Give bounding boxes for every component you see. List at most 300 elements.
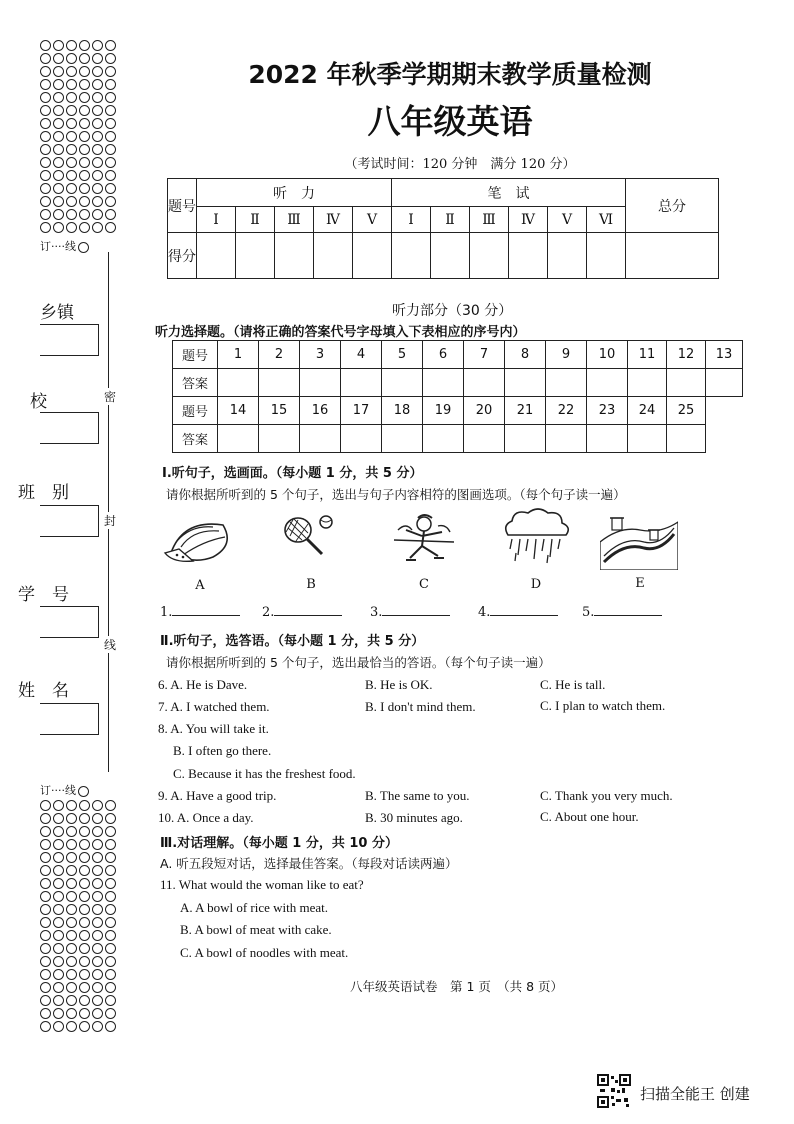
binding-hole	[66, 157, 77, 168]
binding-hole	[66, 1021, 77, 1032]
binding-hole	[105, 826, 116, 837]
q9-option-a[interactable]: 9. A. Have a good trip.	[158, 788, 277, 803]
binding-hole	[79, 196, 90, 207]
field-label-name: 姓 名	[18, 681, 69, 701]
score-cell[interactable]	[197, 233, 236, 279]
binding-hole	[105, 92, 116, 103]
binding-hole	[105, 144, 116, 155]
binding-hole	[40, 222, 51, 233]
answer-cell-17[interactable]	[341, 425, 382, 453]
binding-hole	[53, 1008, 64, 1019]
rain-cloud-icon	[498, 505, 576, 567]
question-number-20: 20	[464, 397, 505, 425]
binding-hole	[79, 118, 90, 129]
binding-hole	[92, 982, 103, 993]
binding-hole	[40, 157, 51, 168]
col-written-3: Ⅲ	[470, 207, 509, 233]
field-label-number: 学 号	[18, 585, 69, 605]
question-number-6: 6	[423, 341, 464, 369]
binding-hole	[79, 969, 90, 980]
question-number-21: 21	[505, 397, 546, 425]
tennis-icon	[280, 512, 340, 557]
binding-hole	[92, 40, 103, 51]
binding-hole	[53, 222, 64, 233]
binding-hole	[53, 1021, 64, 1032]
q11-option-a[interactable]: A. A bowl of rice with meat.	[180, 900, 329, 915]
score-cell[interactable]	[314, 233, 353, 279]
binding-hole	[105, 79, 116, 90]
binding-hole	[79, 904, 90, 915]
binding-hole	[105, 1008, 116, 1019]
answer-cell-10[interactable]	[587, 369, 628, 397]
row-label-q: 题号	[173, 397, 218, 425]
q10-option-c[interactable]: C. About one hour.	[540, 809, 639, 824]
binding-hole	[105, 118, 116, 129]
binding-hole	[105, 943, 116, 954]
binding-hole	[92, 209, 103, 220]
answer-cell-12[interactable]	[667, 369, 706, 397]
binding-hole	[53, 917, 64, 928]
answer-cell-21[interactable]	[505, 425, 546, 453]
answer-blank-5[interactable]: 5.	[582, 603, 662, 620]
binding-hole	[105, 891, 116, 902]
question-number-18: 18	[382, 397, 423, 425]
binding-hole	[66, 982, 77, 993]
binding-hole	[53, 930, 64, 941]
binding-hole	[53, 839, 64, 850]
binding-hole	[79, 183, 90, 194]
cut-label: 订····线	[40, 784, 76, 797]
part2-title: Ⅱ.听句子，选答语。（每小题 1 分，共 5 分）	[160, 634, 425, 649]
col-listening-3: Ⅲ	[275, 207, 314, 233]
binding-hole	[105, 209, 116, 220]
binding-hole	[79, 995, 90, 1006]
question-number-15: 15	[259, 397, 300, 425]
binding-hole	[53, 53, 64, 64]
binding-hole	[92, 79, 103, 90]
answer-cell-3[interactable]	[300, 369, 341, 397]
field-box-number[interactable]	[40, 606, 99, 638]
binding-hole	[79, 53, 90, 64]
binding-hole	[92, 917, 103, 928]
binding-hole	[79, 79, 90, 90]
seal-char-mi: 密	[104, 390, 117, 404]
q9-option-b[interactable]: B. The same to you.	[365, 788, 470, 803]
binding-hole	[105, 1021, 116, 1032]
binding-hole	[53, 969, 64, 980]
q7-option-b[interactable]: B. I don't mind them.	[365, 699, 476, 714]
binding-hole	[79, 826, 90, 837]
answer-cell-18[interactable]	[382, 425, 423, 453]
binding-hole	[66, 66, 77, 77]
row-label-score: 得分	[168, 233, 197, 279]
binding-hole	[53, 852, 64, 863]
binding-hole	[92, 865, 103, 876]
part1-instruction: 请你根据所听到的 5 个句子，选出与句子内容相符的图画选项。（每个句子读一遍）	[166, 487, 626, 502]
row-label-a: 答案	[173, 369, 218, 397]
binding-hole	[53, 891, 64, 902]
binding-hole	[53, 66, 64, 77]
answer-cell-20[interactable]	[464, 425, 505, 453]
binding-hole	[66, 79, 77, 90]
q11-option-b[interactable]: B. A bowl of meat with cake.	[180, 922, 332, 937]
binding-hole	[66, 878, 77, 889]
binding-hole	[40, 1008, 51, 1019]
answer-blank-2[interactable]: 2.	[262, 603, 342, 620]
binding-hole	[40, 53, 51, 64]
seal-char-feng: 封	[104, 514, 117, 528]
q8-option-a[interactable]: 8. A. You will take it.	[158, 721, 269, 736]
q9-option-c[interactable]: C. Thank you very much.	[540, 788, 673, 803]
q6-option-b[interactable]: B. He is OK.	[365, 677, 433, 692]
binding-hole	[79, 66, 90, 77]
binding-hole	[40, 995, 51, 1006]
binding-hole	[40, 917, 51, 928]
q6-option-a[interactable]: 6. A. He is Dave.	[158, 677, 248, 692]
q10-option-b[interactable]: B. 30 minutes ago.	[365, 810, 463, 825]
binding-hole	[92, 839, 103, 850]
binding-hole	[40, 40, 51, 51]
binding-hole	[53, 982, 64, 993]
question-number-9: 9	[546, 341, 587, 369]
score-cell[interactable]	[353, 233, 392, 279]
score-cell[interactable]	[509, 233, 548, 279]
q11-question: 11. What would the woman like to eat?	[160, 877, 364, 892]
binding-hole	[105, 956, 116, 967]
binding-hole	[66, 170, 77, 181]
question-number-2: 2	[259, 341, 300, 369]
binding-hole	[92, 183, 103, 194]
score-table	[167, 178, 719, 279]
binding-hole	[40, 904, 51, 915]
answer-cell-9[interactable]	[546, 369, 587, 397]
col-written-5: Ⅴ	[548, 207, 587, 233]
binding-hole	[40, 209, 51, 220]
answer-cell-13[interactable]	[706, 369, 743, 397]
binding-hole	[53, 800, 64, 811]
binding-hole	[92, 878, 103, 889]
binding-hole	[40, 865, 51, 876]
score-cell[interactable]	[275, 233, 314, 279]
binding-hole	[79, 222, 90, 233]
binding-hole	[105, 800, 116, 811]
binding-hole	[79, 982, 90, 993]
binding-hole	[105, 66, 116, 77]
binding-hole	[66, 53, 77, 64]
exam-meta: （考试时间：120 分钟 满分 120 分）	[344, 157, 576, 172]
binding-hole	[105, 196, 116, 207]
binding-hole	[92, 995, 103, 1006]
binding-hole	[92, 92, 103, 103]
watermelon-icon	[163, 515, 239, 565]
answer-cell-2[interactable]	[259, 369, 300, 397]
dot-grid-top	[40, 40, 116, 233]
row-label-q: 题号	[173, 341, 218, 369]
binding-hole	[66, 209, 77, 220]
col-listening-2: Ⅱ	[236, 207, 275, 233]
score-cell[interactable]	[587, 233, 626, 279]
binding-hole	[66, 813, 77, 824]
binding-hole	[66, 800, 77, 811]
answer-blank-1[interactable]: 1.	[160, 603, 240, 620]
binding-hole	[79, 1008, 90, 1019]
score-cell[interactable]	[431, 233, 470, 279]
binding-hole	[66, 852, 77, 863]
answer-cell-16[interactable]	[300, 425, 341, 453]
question-number-22: 22	[546, 397, 587, 425]
binding-hole	[53, 826, 64, 837]
seal-char-xian: 线	[104, 638, 117, 652]
binding-hole	[105, 839, 116, 850]
binding-hole	[40, 878, 51, 889]
binding-hole	[92, 222, 103, 233]
listening-instruction: 听力选择题。（请将正确的答案代号字母填入下表相应的序号内）	[155, 325, 526, 340]
binding-hole	[79, 92, 90, 103]
page-footer: 八年级英语试卷 第 1 页 （共 8 页）	[350, 979, 564, 994]
answer-cell-14[interactable]	[218, 425, 259, 453]
binding-hole	[105, 878, 116, 889]
answer-cell-6[interactable]	[423, 369, 464, 397]
q7-option-a[interactable]: 7. A. I watched them.	[158, 699, 270, 714]
binding-hole	[66, 105, 77, 116]
binding-hole	[79, 131, 90, 142]
answer-cell-15[interactable]	[259, 425, 300, 453]
binding-hole	[40, 79, 51, 90]
binding-hole	[66, 40, 77, 51]
binding-hole	[53, 157, 64, 168]
binding-hole	[79, 170, 90, 181]
binding-hole	[105, 53, 116, 64]
binding-hole	[40, 969, 51, 980]
binding-hole	[40, 170, 51, 181]
binding-hole	[92, 144, 103, 155]
q7-option-c[interactable]: C. I plan to watch them.	[540, 698, 666, 713]
col-listening-1: Ⅰ	[197, 207, 236, 233]
binding-hole	[79, 956, 90, 967]
binding-hole	[79, 930, 90, 941]
score-cell[interactable]	[236, 233, 275, 279]
binding-hole	[79, 865, 90, 876]
field-box-town[interactable]	[40, 324, 99, 356]
score-cell[interactable]	[392, 233, 431, 279]
total-cell[interactable]	[626, 233, 719, 279]
answer-cell-19[interactable]	[423, 425, 464, 453]
field-box-school[interactable]	[40, 412, 99, 444]
question-number-11: 11	[628, 341, 667, 369]
answer-cell-7[interactable]	[464, 369, 505, 397]
binding-hole	[79, 891, 90, 902]
part1-title: Ⅰ.听句子，选画面。（每小题 1 分，共 5 分）	[162, 466, 423, 481]
field-label-class: 班 别	[18, 483, 69, 503]
binding-hole	[66, 969, 77, 980]
question-number-7: 7	[464, 341, 505, 369]
binding-hole	[40, 930, 51, 941]
binding-hole	[79, 813, 90, 824]
col-written-1: Ⅰ	[392, 207, 431, 233]
binding-hole	[40, 813, 51, 824]
answer-cell-23[interactable]	[587, 425, 628, 453]
binding-hole	[66, 995, 77, 1006]
binding-hole	[66, 144, 77, 155]
binding-hole	[53, 878, 64, 889]
binding-hole	[66, 92, 77, 103]
binding-hole	[40, 66, 51, 77]
binding-hole	[92, 930, 103, 941]
answer-cell-5[interactable]	[382, 369, 423, 397]
binding-hole	[53, 956, 64, 967]
binding-hole	[92, 66, 103, 77]
picture-label-d: D	[530, 577, 542, 592]
binding-hole	[66, 865, 77, 876]
binding-hole	[92, 118, 103, 129]
binding-hole	[105, 170, 116, 181]
q8-option-b[interactable]: B. I often go there.	[173, 743, 272, 758]
binding-hole	[92, 131, 103, 142]
picture-label-c: C	[419, 577, 429, 592]
binding-hole	[40, 982, 51, 993]
picture-label-b: B	[306, 577, 316, 592]
question-number-19: 19	[423, 397, 464, 425]
answer-cell-11[interactable]	[628, 369, 667, 397]
ring-icon	[78, 786, 89, 797]
score-cell[interactable]	[548, 233, 587, 279]
row-label-a: 答案	[173, 425, 218, 453]
binding-hole	[105, 105, 116, 116]
binding-hole	[105, 157, 116, 168]
binding-hole	[92, 956, 103, 967]
binding-hole	[40, 826, 51, 837]
binding-hole	[92, 813, 103, 824]
field-box-name[interactable]	[40, 703, 99, 735]
binding-hole	[105, 904, 116, 915]
binding-hole	[66, 930, 77, 941]
binding-hole	[105, 982, 116, 993]
group-listening: 听 力	[197, 179, 392, 207]
binding-hole	[92, 904, 103, 915]
binding-hole	[105, 40, 116, 51]
binding-hole	[53, 118, 64, 129]
binding-hole	[79, 943, 90, 954]
question-number-12: 12	[667, 341, 706, 369]
question-number-13: 13	[706, 341, 743, 369]
binding-hole	[66, 196, 77, 207]
answer-cell-1[interactable]	[218, 369, 259, 397]
binding-hole	[66, 131, 77, 142]
great-wall-icon	[600, 512, 678, 570]
binding-hole	[105, 995, 116, 1006]
binding-hole	[66, 943, 77, 954]
binding-hole	[105, 813, 116, 824]
skater-icon	[388, 512, 460, 570]
question-number-10: 10	[587, 341, 628, 369]
cut-label: 订····线	[40, 240, 76, 253]
binding-hole	[66, 1008, 77, 1019]
answer-cell-8[interactable]	[505, 369, 546, 397]
binding-hole	[40, 800, 51, 811]
binding-hole	[40, 105, 51, 116]
q6-option-c[interactable]: C. He is tall.	[540, 677, 606, 692]
binding-hole	[40, 183, 51, 194]
binding-hole	[79, 839, 90, 850]
binding-hole	[92, 943, 103, 954]
question-number-4: 4	[341, 341, 382, 369]
binding-hole	[92, 969, 103, 980]
field-label-school: 校	[30, 392, 64, 412]
binding-hole	[66, 917, 77, 928]
binding-hole	[105, 917, 116, 928]
question-number-23: 23	[587, 397, 628, 425]
binding-hole	[53, 131, 64, 142]
answer-blank-3[interactable]: 3.	[370, 603, 450, 620]
binding-hole	[53, 144, 64, 155]
part3-subtitle: A. 听五段短对话，选择最佳答案。（每段对话读两遍）	[160, 856, 458, 871]
score-cell[interactable]	[470, 233, 509, 279]
binding-hole	[92, 53, 103, 64]
binding-hole	[53, 813, 64, 824]
binding-hole	[40, 131, 51, 142]
question-number-1: 1	[218, 341, 259, 369]
col-listening-4: Ⅳ	[314, 207, 353, 233]
binding-hole	[53, 40, 64, 51]
col-written-2: Ⅱ	[431, 207, 470, 233]
binding-hole	[66, 891, 77, 902]
binding-hole	[53, 943, 64, 954]
binding-hole	[66, 956, 77, 967]
binding-hole	[79, 917, 90, 928]
answer-cell-22[interactable]	[546, 425, 587, 453]
binding-hole	[40, 92, 51, 103]
binding-hole	[53, 209, 64, 220]
field-box-class[interactable]	[40, 505, 99, 537]
binding-hole	[66, 826, 77, 837]
cut-line-top	[40, 238, 89, 254]
q11-option-c[interactable]: C. A bowl of noodles with meat.	[180, 945, 349, 960]
question-number-24: 24	[628, 397, 667, 425]
binding-hole	[92, 170, 103, 181]
binding-hole	[92, 852, 103, 863]
binding-hole	[40, 196, 51, 207]
question-number-16: 16	[300, 397, 341, 425]
question-number-8: 8	[505, 341, 546, 369]
binding-hole	[53, 995, 64, 1006]
binding-hole	[105, 131, 116, 142]
binding-hole	[92, 1008, 103, 1019]
answer-table	[172, 340, 743, 453]
answer-cell-4[interactable]	[341, 369, 382, 397]
binding-hole	[53, 92, 64, 103]
col-written-6: Ⅵ	[587, 207, 626, 233]
binding-hole	[92, 157, 103, 168]
answer-blank-4[interactable]: 4.	[478, 603, 558, 620]
question-number-14: 14	[218, 397, 259, 425]
listening-section-title: 听力部分（30 分）	[392, 303, 513, 319]
dot-grid-bottom	[40, 800, 116, 1032]
col-listening-5: Ⅴ	[353, 207, 392, 233]
question-number-17: 17	[341, 397, 382, 425]
q10-option-a[interactable]: 10. A. Once a day.	[158, 810, 254, 825]
binding-hole	[79, 1021, 90, 1032]
answer-cell-25[interactable]	[667, 425, 706, 453]
q8-option-c[interactable]: C. Because it has the freshest food.	[173, 766, 356, 781]
binding-hole	[79, 40, 90, 51]
ring-icon	[78, 242, 89, 253]
answer-cell-24[interactable]	[628, 425, 667, 453]
binding-hole	[92, 800, 103, 811]
watermark-text: 扫描全能王 创建	[640, 1085, 750, 1103]
binding-hole	[92, 891, 103, 902]
row-label-question-no: 题号	[168, 179, 197, 233]
binding-hole	[79, 144, 90, 155]
